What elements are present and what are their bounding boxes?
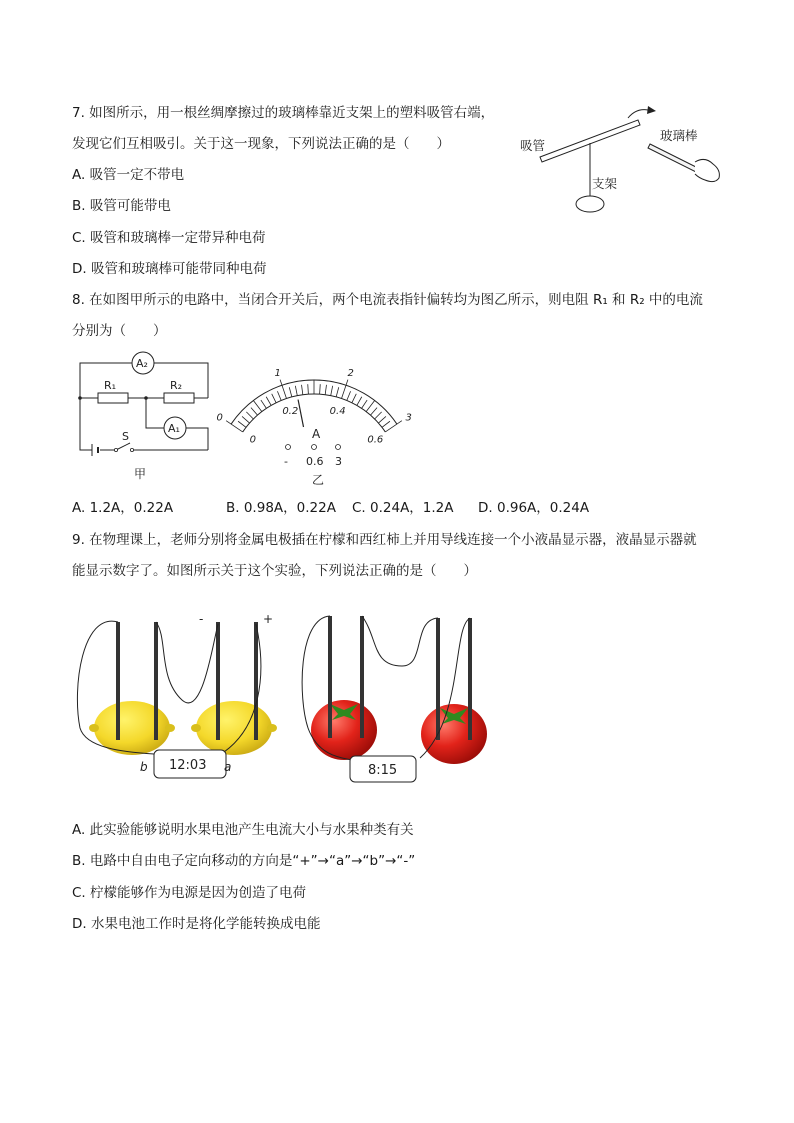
scale-tick	[302, 385, 303, 395]
q8-option-a[interactable]: A. 1.2A，0.22A	[72, 500, 174, 516]
scale-tick	[238, 421, 246, 427]
hand-icon	[695, 159, 719, 181]
scale-tick	[251, 408, 258, 416]
q8-stem-line1: 8. 在如图甲所示的电路中，当闭合开关后，两个电流表指针偏转均为图乙所示，则电阻 R₁ 和 R₂ 中的电流	[72, 292, 703, 308]
terminal-0-6	[312, 445, 317, 450]
scale-tick	[266, 397, 271, 406]
meter-caption: 乙	[312, 473, 325, 487]
scale-tick	[378, 416, 385, 423]
scale-tick	[336, 387, 339, 397]
q7-option-a[interactable]: A. 吸管一定不带电	[72, 167, 185, 183]
scale-tick	[295, 386, 297, 396]
scale-tick	[253, 400, 261, 411]
scale-tick	[289, 387, 292, 397]
r2-label: R₂	[170, 379, 183, 392]
q7-stem-line1: 7. 如图所示，用一根丝绸摩擦过的玻璃棒靠近支架上的塑料吸管右端，	[72, 105, 495, 121]
scale-tick	[308, 384, 309, 394]
meter-unit: A	[312, 427, 321, 441]
switch-label: S	[122, 430, 129, 443]
scale-tick	[272, 394, 276, 403]
scale-tick	[382, 421, 390, 427]
q7-figure-straw-stand	[510, 100, 725, 220]
q9-stem-line1: 9. 在物理课上，老师分别将金属电极插在柠檬和西红柿上并用导线连接一个小液晶显示器，液晶显示器就	[72, 532, 697, 548]
scale-tick	[331, 386, 333, 396]
scale-tick	[375, 412, 382, 419]
scale-tick	[242, 416, 249, 423]
scale-tick	[352, 394, 356, 403]
terminal-3-label: 3	[335, 455, 342, 468]
lower-tick-label: 0.4	[329, 405, 346, 417]
scale-tick	[366, 400, 374, 411]
scale-tick	[362, 400, 368, 408]
label-a: a	[224, 760, 232, 774]
lower-tick-label: 0.2	[282, 405, 299, 417]
q9-option-c[interactable]: C. 柠檬能够作为电源是因为创造了电荷	[72, 885, 307, 901]
rod-label: 玻璃棒	[660, 128, 698, 143]
q7-option-b[interactable]: B. 吸管可能带电	[72, 198, 171, 214]
ammeter-a1-label: A₁	[168, 422, 180, 435]
label-b: b	[140, 760, 148, 774]
rotation-arrow-icon	[628, 110, 648, 118]
resistor-r1	[98, 393, 128, 403]
q8-option-b[interactable]: B. 0.98A，0.22A	[226, 500, 336, 516]
scale-tick	[280, 380, 286, 399]
scale-tick	[320, 384, 321, 394]
resistor-r2	[164, 393, 194, 403]
q7-option-d[interactable]: D. 吸管和玻璃棒可能带同种电荷	[72, 261, 267, 277]
r1-label: R₁	[104, 379, 117, 392]
stand-label: 支架	[592, 176, 618, 191]
scale-tick	[357, 397, 362, 406]
upper-tick-label: 2	[347, 367, 354, 379]
terminal-minus-label: -	[284, 455, 288, 468]
q9-option-b[interactable]: B. 电路中自由电子定向移动的方向是“+”→“a”→“b”→“-”	[72, 853, 416, 869]
q7-stem-line2: 发现它们互相吸引。关于这一现象，下列说法正确的是（ ）	[72, 136, 450, 152]
terminal-3	[336, 445, 341, 450]
scale-tick	[325, 385, 326, 395]
scale-tick	[342, 380, 348, 399]
lower-tick-label: 0.6	[367, 434, 384, 446]
lemon-right	[191, 701, 277, 755]
scale-tick	[261, 400, 267, 408]
tomato-left	[311, 700, 377, 760]
q7-option-c[interactable]: C. 吸管和玻璃棒一定带异种电荷	[72, 230, 266, 246]
ammeter-a2-label: A₂	[136, 357, 148, 370]
scale-tick	[370, 408, 377, 416]
scale-tick	[277, 391, 281, 400]
q8-ammeter-dial	[216, 360, 412, 490]
q9-option-d[interactable]: D. 水果电池工作时是将化学能转换成电能	[72, 916, 321, 932]
lemon-left	[89, 701, 175, 755]
circuit-caption: 甲	[134, 467, 147, 481]
minus-label: -	[199, 612, 204, 626]
straw-label: 吸管	[520, 138, 546, 153]
terminal-minus	[286, 445, 291, 450]
electrodes	[118, 616, 470, 740]
upper-tick-label: 3	[405, 412, 412, 424]
q9-fruit-battery-figure	[72, 608, 492, 788]
lemon-display-value: 12:03	[169, 758, 207, 773]
meter-needle	[298, 400, 303, 427]
tomato-right	[421, 704, 487, 764]
lower-tick-label: 0	[249, 434, 257, 446]
q8-option-c[interactable]: C. 0.24A，1.2A	[352, 500, 454, 516]
q9-stem-line2: 能显示数字了。如图所示关于这个实验，下列说法正确的是（ ）	[72, 563, 477, 579]
q8-option-d[interactable]: D. 0.96A，0.24A	[478, 500, 590, 516]
q8-circuit-diagram	[72, 348, 222, 484]
q9-option-a[interactable]: A. 此实验能够说明水果电池产生电流大小与水果种类有关	[72, 822, 414, 838]
tomato-display-value: 8:15	[368, 763, 398, 778]
upper-tick-label: 1	[274, 367, 281, 379]
upper-tick-label: 0	[216, 412, 223, 424]
stand-base	[576, 196, 604, 212]
terminal-0-6-label: 0.6	[306, 455, 324, 468]
plus-label: +	[263, 612, 274, 626]
scale-tick	[246, 412, 253, 419]
scale-tick	[347, 391, 351, 400]
q8-stem-line2: 分别为（ ）	[72, 323, 167, 339]
